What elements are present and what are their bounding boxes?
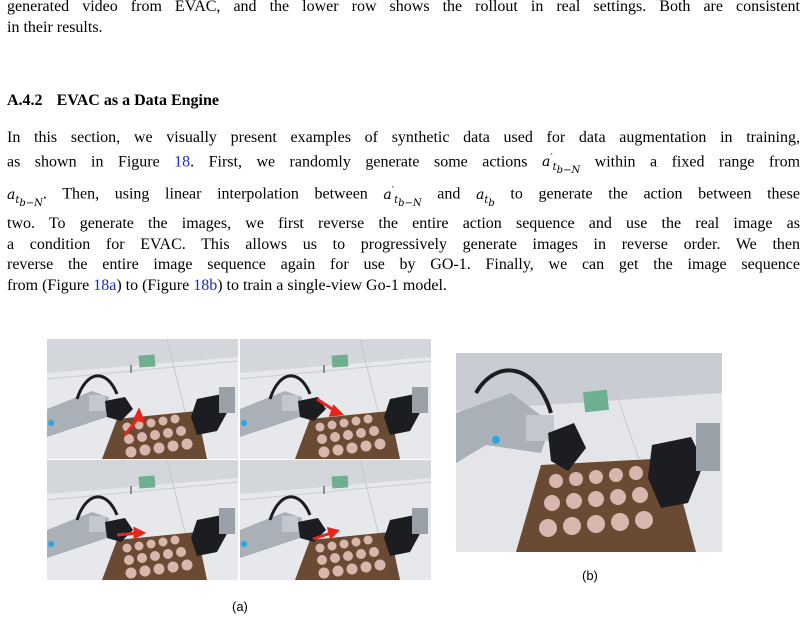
math-a-prime: $a'_{t_{b-N}}$ <box>383 185 422 209</box>
figure-b-image <box>456 353 722 552</box>
section-number: A.4.2 <box>7 92 43 109</box>
body-paragraph <box>7 128 800 296</box>
caption-a: (a) <box>232 599 248 614</box>
frame-top-left <box>47 339 238 459</box>
body-line-6: reverse the entire image sequence again for use by GO-1. Finally, we can get the image sequence <box>7 256 800 274</box>
figure-link[interactable]: 18a <box>93 276 117 294</box>
figure-link[interactable]: 18b <box>193 276 218 294</box>
figure-b <box>456 353 722 552</box>
body-line-2: as shown in Figure 18. First, we randomly generate some actions $a'_{t_{b-N}}$ within a fixed range from <box>7 152 801 176</box>
caption-b: (b) <box>582 568 598 583</box>
intro-line: generated video from EVAC, and the lower row shows the rollout in real settings. Both are consistent <box>7 0 800 15</box>
frame-bottom-left <box>47 460 238 580</box>
figure-a <box>47 339 431 580</box>
body-line-5: a condition for EVAC. This allows us to progressively generate images in reverse order. We then <box>7 235 800 253</box>
intro-line: in their results. <box>7 18 103 36</box>
math-a-prime: $a'_{t_{b-N}}$ <box>542 152 581 176</box>
frame-bottom-right <box>240 460 431 580</box>
body-line-1: In this section, we visually present examples of synthetic data used for data augmentation in training, <box>7 129 800 146</box>
body-line-3: $a_{t_{b-N}}$. Then, using linear interpolation between $a'_{t_{b-N}}$ and $a_{t_b}$ to generate the action between these <box>7 185 800 209</box>
figure-a-grid <box>47 339 431 580</box>
intro-paragraph <box>7 0 800 38</box>
body-line-4: two. To generate the images, we first reverse the entire action sequence and use the real image as <box>7 215 800 233</box>
figure-link[interactable]: 18 <box>174 153 191 171</box>
math-a: $a_{t_{b-N}}$ <box>7 187 43 209</box>
math-a-tb: $a_{t_b}$ <box>475 187 495 209</box>
body-line-7: from (Figure 18a) to (Figure 18b) to train a single-view Go-1 model. <box>7 276 447 294</box>
section-heading <box>7 92 219 110</box>
section-title: EVAC as a Data Engine <box>56 92 219 109</box>
frame-top-right <box>240 339 431 459</box>
